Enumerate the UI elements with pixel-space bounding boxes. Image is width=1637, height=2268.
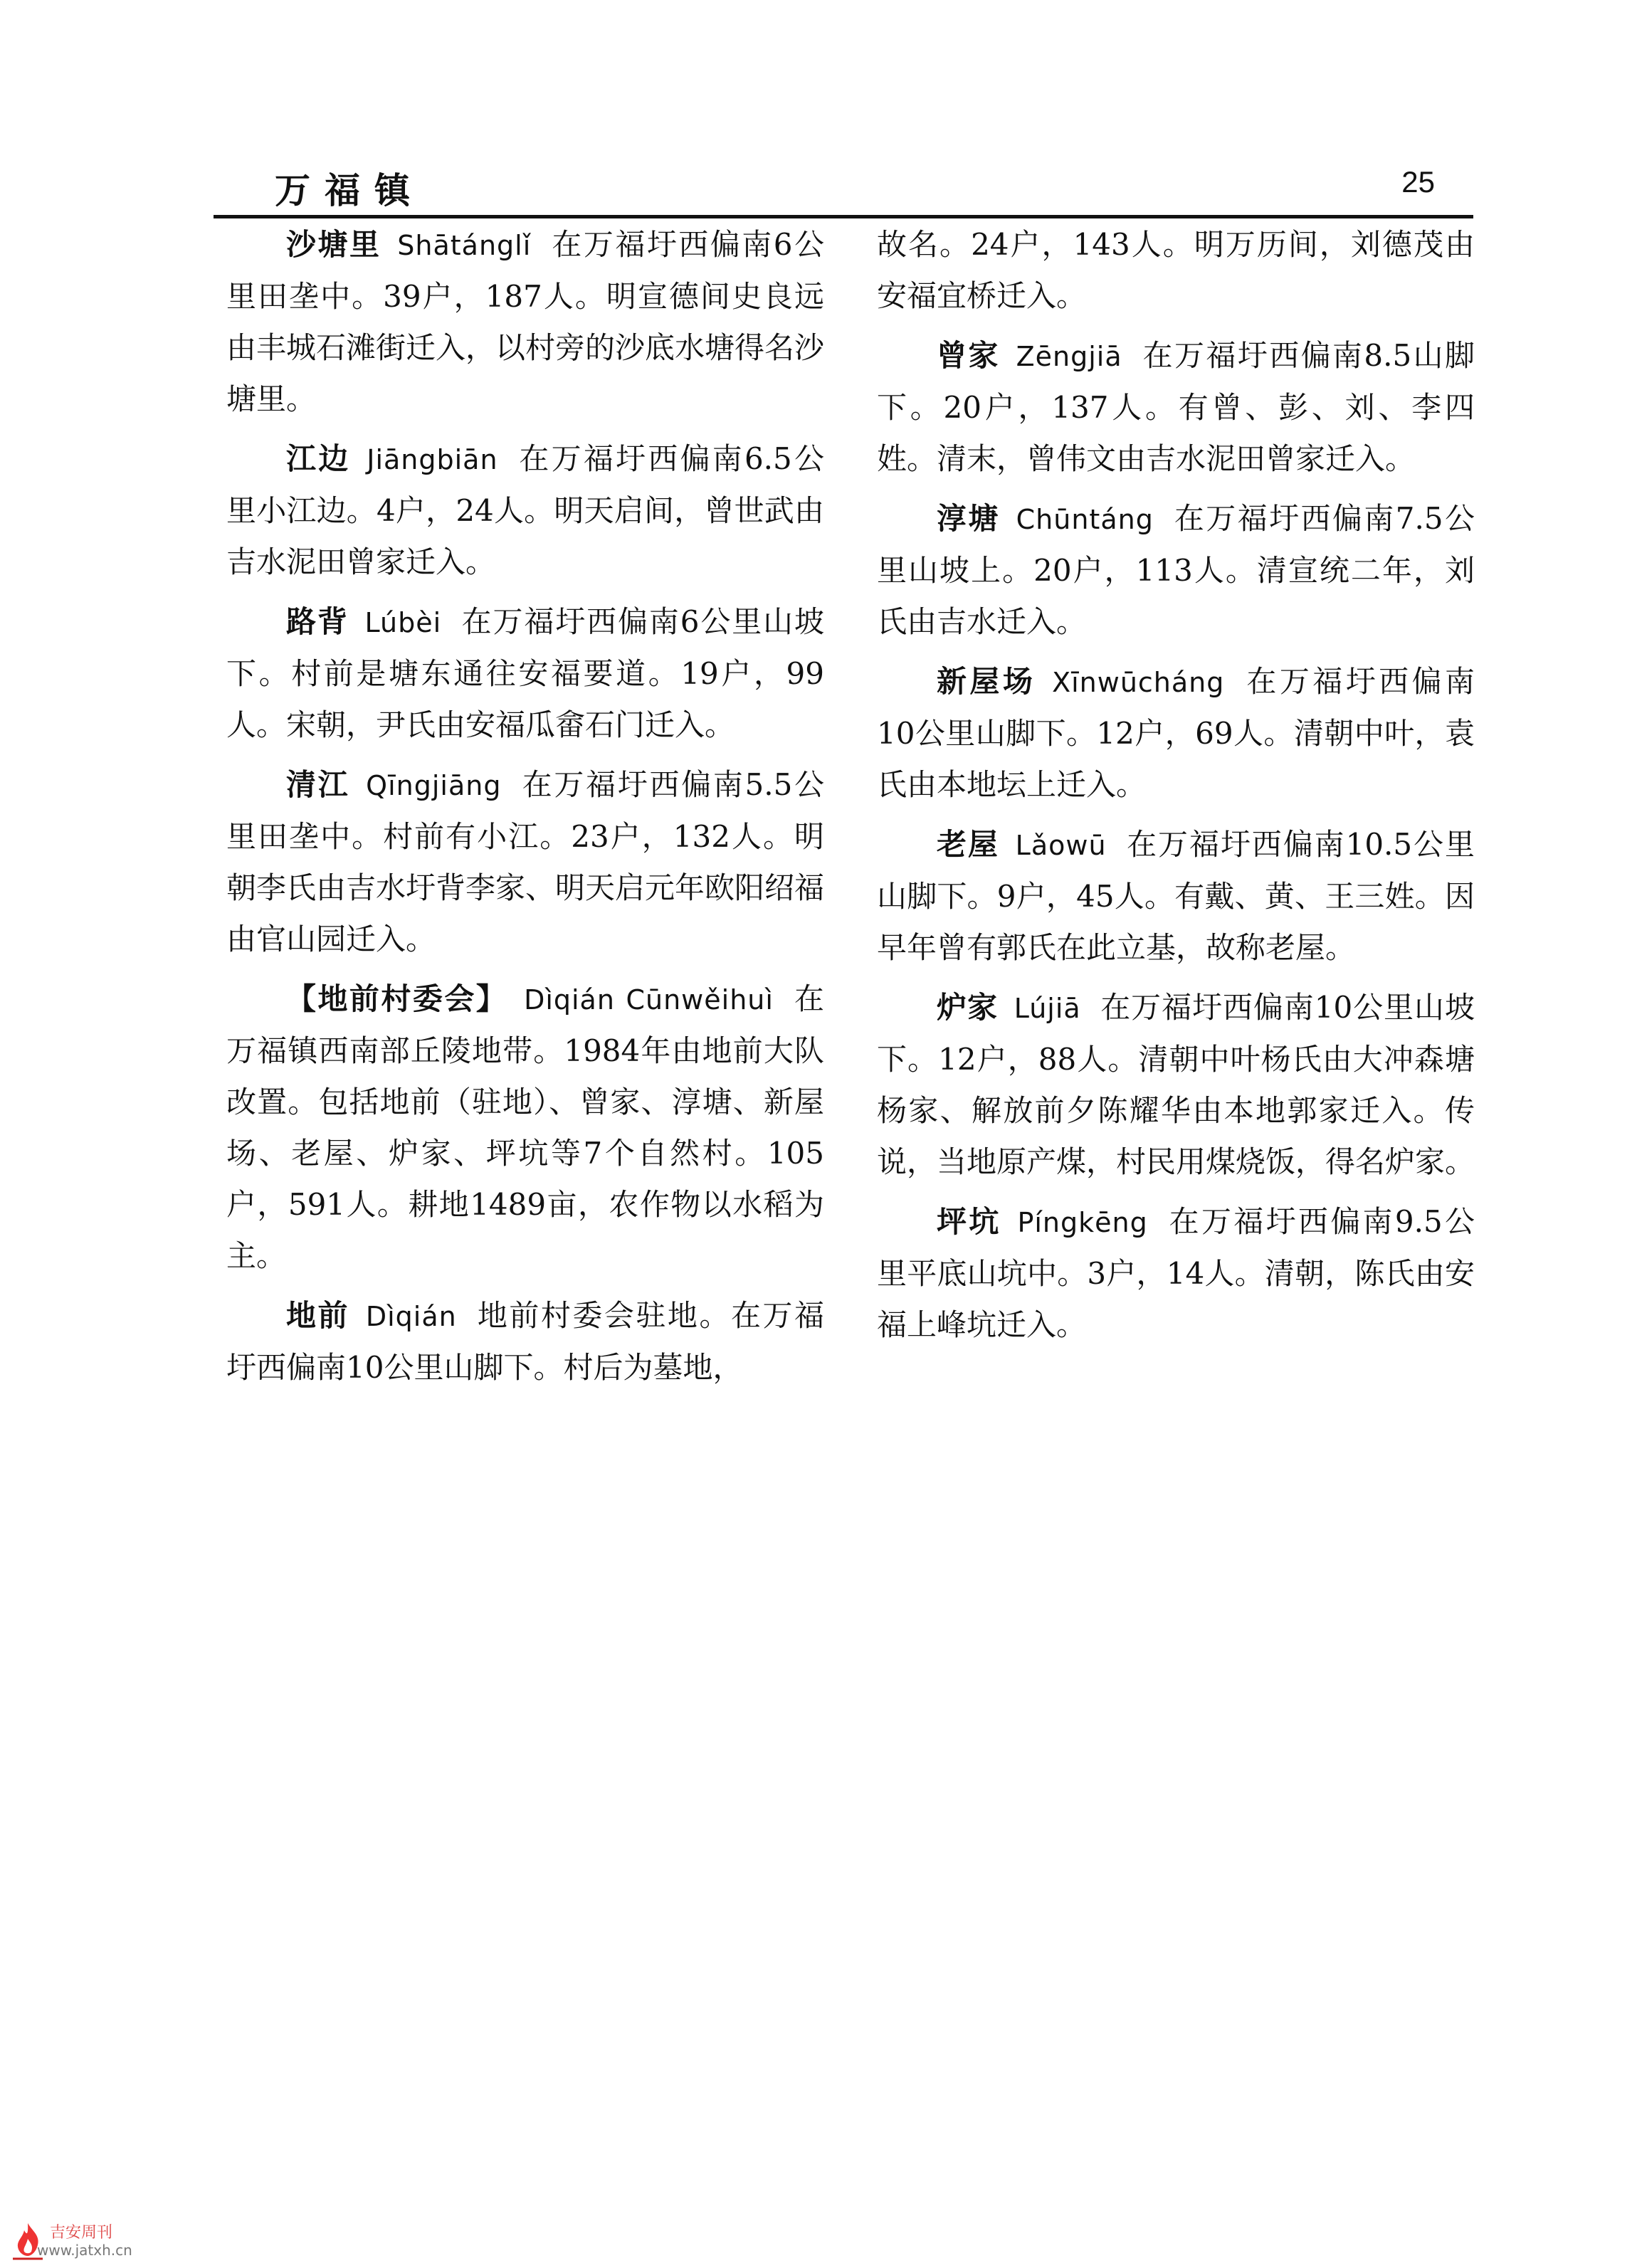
entry-text: 在万福圩西偏南10公里山脚下。12户，69人。清朝中叶，袁氏由本地坛上迁入。: [877, 664, 1475, 802]
header-rule: [214, 215, 1473, 218]
watermark-url: www.jatxh.cn: [37, 2242, 132, 2259]
entry-pinyin: Shātánglǐ: [397, 230, 532, 261]
entry-pinyin: Zēngjiā: [1016, 341, 1122, 372]
page-header: [214, 157, 1435, 221]
entry-lubei: [226, 596, 824, 751]
entry-name: 新屋场: [937, 664, 1036, 699]
entry-text: 在万福圩西偏南6公里田垄中。39户，187人。明宣德间史良远由丰城石滩街迁入，以村旁的沙底水塘得名沙塘里。: [226, 227, 825, 416]
entry-name: 江边: [286, 441, 351, 476]
entry-chuntang: [877, 493, 1475, 648]
entry-pinyin: Xīnwūcháng: [1052, 667, 1225, 698]
entry-text: 在万福镇西南部丘陵地带。1984年由地前大队改置。包括地前（驻地）、曾家、淳塘、新屋场、老屋、炉家、坪坑等7个自然村。105户，591人。耕地1489亩，农作物以水稻为主。: [226, 981, 824, 1273]
entry-name: 淳塘: [937, 501, 1000, 536]
entry-text: 在万福圩西偏南10公里山坡下。12户，88人。清朝中叶杨氏由大冲森塘杨家、解放前夕陈耀华由本地郭家迁入。传说，当地原产煤，村民用煤烧饭，得名炉家。: [877, 990, 1475, 1179]
watermark-text: 吉安周刊: [50, 2224, 113, 2242]
entry-pinyin: Lǎowū: [1015, 830, 1107, 861]
entry-text: 在万福圩西偏南9.5公里平底山坑中。3户，14人。清朝，陈氏由安福上峰坑迁入。: [877, 1204, 1475, 1342]
entry-name: 沙塘里: [286, 227, 381, 262]
entry-text: 在万福圩西偏南5.5公里田垄中。村前有小江。23户，132人。明朝李氏由吉水圩背李家、明天启元年欧阳绍福由官山园迁入。: [226, 767, 825, 956]
entry-lujia: [877, 982, 1475, 1188]
entry-diqian: [226, 1290, 824, 1393]
entry-text: 在万福圩西偏南7.5公里山坡上。20户，113人。清宣统二年，刘氏由吉水迁入。: [877, 501, 1475, 639]
entry-pinyin: Píngkēng: [1017, 1207, 1148, 1238]
entry-qingjiang: [226, 759, 824, 965]
entry-name: 坪坑: [937, 1204, 1001, 1239]
left-column: [226, 219, 824, 1402]
entry-jiangbian: [226, 433, 824, 588]
entry-pinyin: Lúbèi: [364, 607, 442, 638]
entry-name: 路背: [286, 604, 349, 639]
entry-pinyin: Dìqián: [365, 1301, 457, 1332]
entry-pinyin: Jiāngbiān: [367, 444, 498, 475]
page-number: 25: [1401, 165, 1435, 199]
entry-shatangli: [226, 219, 824, 425]
entry-text: 在万福圩西偏南6.5公里小江边。4户，24人。明天启间，曾世武由吉水泥田曾家迁入。: [226, 441, 824, 579]
entry-pinyin: Qīngjiāng: [366, 770, 502, 801]
entry-text: 在万福圩西偏南6公里山坡下。村前是塘东通往安福要道。19户，99人。宋朝，尹氏由安福瓜畲石门迁入。: [226, 604, 824, 742]
entry-name: 曾家: [937, 338, 1000, 373]
entry-pingkeng: [877, 1196, 1475, 1351]
entry-pinyin: Lújiā: [1014, 993, 1081, 1024]
entry-name: 老屋: [937, 827, 999, 862]
entry-name: 【地前村委会】: [286, 981, 508, 1016]
entry-pinyin: Chūntáng: [1016, 504, 1154, 535]
page-title: 万福镇: [275, 169, 424, 211]
right-column: [877, 219, 1475, 1359]
entry-text: 在万福圩西偏南8.5山脚下。20户，137人。有曾、彭、刘、李四姓。清末，曾伟文由吉水泥田曾家迁入。: [877, 338, 1475, 476]
entry-name: 清江: [286, 767, 350, 802]
entry-continuation: 故名。24户，143人。明万历间，刘德茂由安福宜桥迁入。: [877, 227, 1475, 313]
entry-name: 地前: [286, 1298, 350, 1333]
watermark-logo: [9, 2220, 194, 2264]
entry-name: 炉家: [937, 990, 998, 1025]
entry-xinwuchang: [877, 656, 1475, 811]
entry-pinyin: Dìqián Cūnwěihuì: [524, 984, 774, 1016]
entry-zengjia: [877, 330, 1475, 485]
entry-laowu: [877, 819, 1475, 974]
entry-text: 地前村委会驻地。在万福圩西偏南10公里山脚下。村后为墓地，: [226, 1298, 824, 1385]
entry-diqian-committee: [226, 974, 824, 1282]
entry-text: 在万福圩西偏南10.5公里山脚下。9户，45人。有戴、黄、王三姓。因早年曾有郭氏在此立基，故称老屋。: [877, 827, 1475, 965]
